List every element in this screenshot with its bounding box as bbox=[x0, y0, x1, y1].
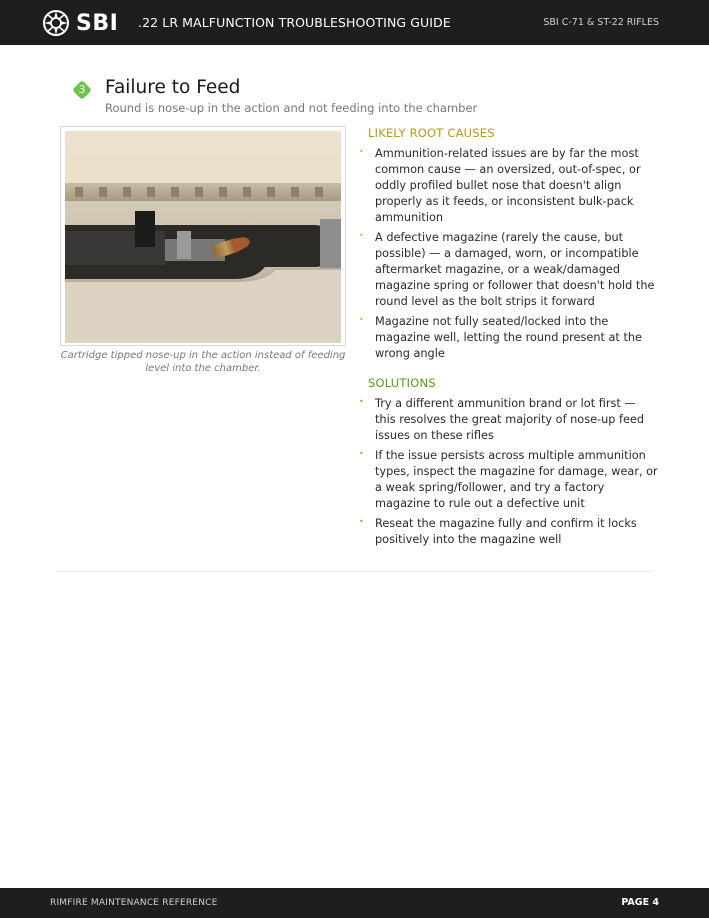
page-header bbox=[0, 0, 709, 45]
malfunction-photo bbox=[60, 126, 346, 346]
causes-heading: LIKELY ROOT CAUSES bbox=[368, 126, 495, 140]
document-title: .22 LR MALFUNCTION TROUBLESHOOTING GUIDE bbox=[138, 15, 451, 30]
section-subtitle: Round is nose-up in the action and not feeding into the chamber bbox=[105, 101, 478, 115]
footer-label: RIMFIRE MAINTENANCE REFERENCE bbox=[50, 898, 218, 908]
brand-logo bbox=[42, 9, 118, 37]
list-item-text: Try a different ammunition brand or lot first — this resolves the great majority of nose-up feed issues on these rifles bbox=[375, 397, 645, 442]
solutions-list bbox=[358, 396, 658, 548]
section-divider bbox=[57, 571, 652, 572]
compass-logo-icon bbox=[42, 9, 70, 37]
causes-list bbox=[358, 146, 658, 362]
product-label: SBI C-71 & ST-22 RIFLES bbox=[543, 17, 659, 28]
list-item-text: If the issue persists across multiple ammunition types, inspect the magazine for damage, wear, or a weak spring/follower, and try a factory magazine to rule out a defective unit bbox=[375, 449, 658, 510]
list-item bbox=[358, 230, 658, 310]
page-footer bbox=[0, 888, 709, 918]
step-number: 3 bbox=[78, 83, 86, 96]
bullet-icon: • bbox=[359, 147, 364, 156]
section-title: Failure to Feed bbox=[105, 77, 241, 98]
bullet-icon: • bbox=[359, 231, 364, 240]
logo-text: SBI bbox=[76, 10, 119, 36]
list-item bbox=[358, 516, 658, 548]
rifle-action-photo bbox=[65, 131, 341, 343]
list-item bbox=[358, 314, 658, 362]
bullet-icon: • bbox=[359, 397, 364, 406]
list-item-text: A defective magazine (rarely the cause, but possible) — a damaged, worn, or incompatible aftermarket magazine, or a weak/damaged magazine spring or follower that doesn't hold the round level as the bolt strips it forward bbox=[375, 231, 655, 308]
solutions-heading: SOLUTIONS bbox=[368, 376, 436, 390]
photo-caption: Cartridge tipped nose-up in the action instead of feeding level into the chamber. bbox=[60, 350, 346, 374]
details-column bbox=[358, 126, 658, 552]
step-badge bbox=[71, 79, 93, 101]
list-item bbox=[358, 396, 658, 444]
list-item-text: Magazine not fully seated/locked into the magazine well, letting the round present at the wrong angle bbox=[375, 315, 642, 360]
bullet-icon: • bbox=[359, 449, 364, 458]
list-item-text: Ammunition-related issues are by far the most common cause — an oversized, out-of-spec, or oddly profiled bullet nose that doesn't align properly as it feeds, or inconsistent bulk-pack ammunition bbox=[375, 147, 641, 224]
bullet-icon: • bbox=[359, 315, 364, 324]
list-item bbox=[358, 146, 658, 226]
list-item-text: Reseat the magazine fully and confirm it locks positively into the magazine well bbox=[375, 517, 637, 546]
page-number: PAGE 4 bbox=[621, 897, 659, 908]
list-item bbox=[358, 448, 658, 512]
bullet-icon: • bbox=[359, 517, 364, 526]
